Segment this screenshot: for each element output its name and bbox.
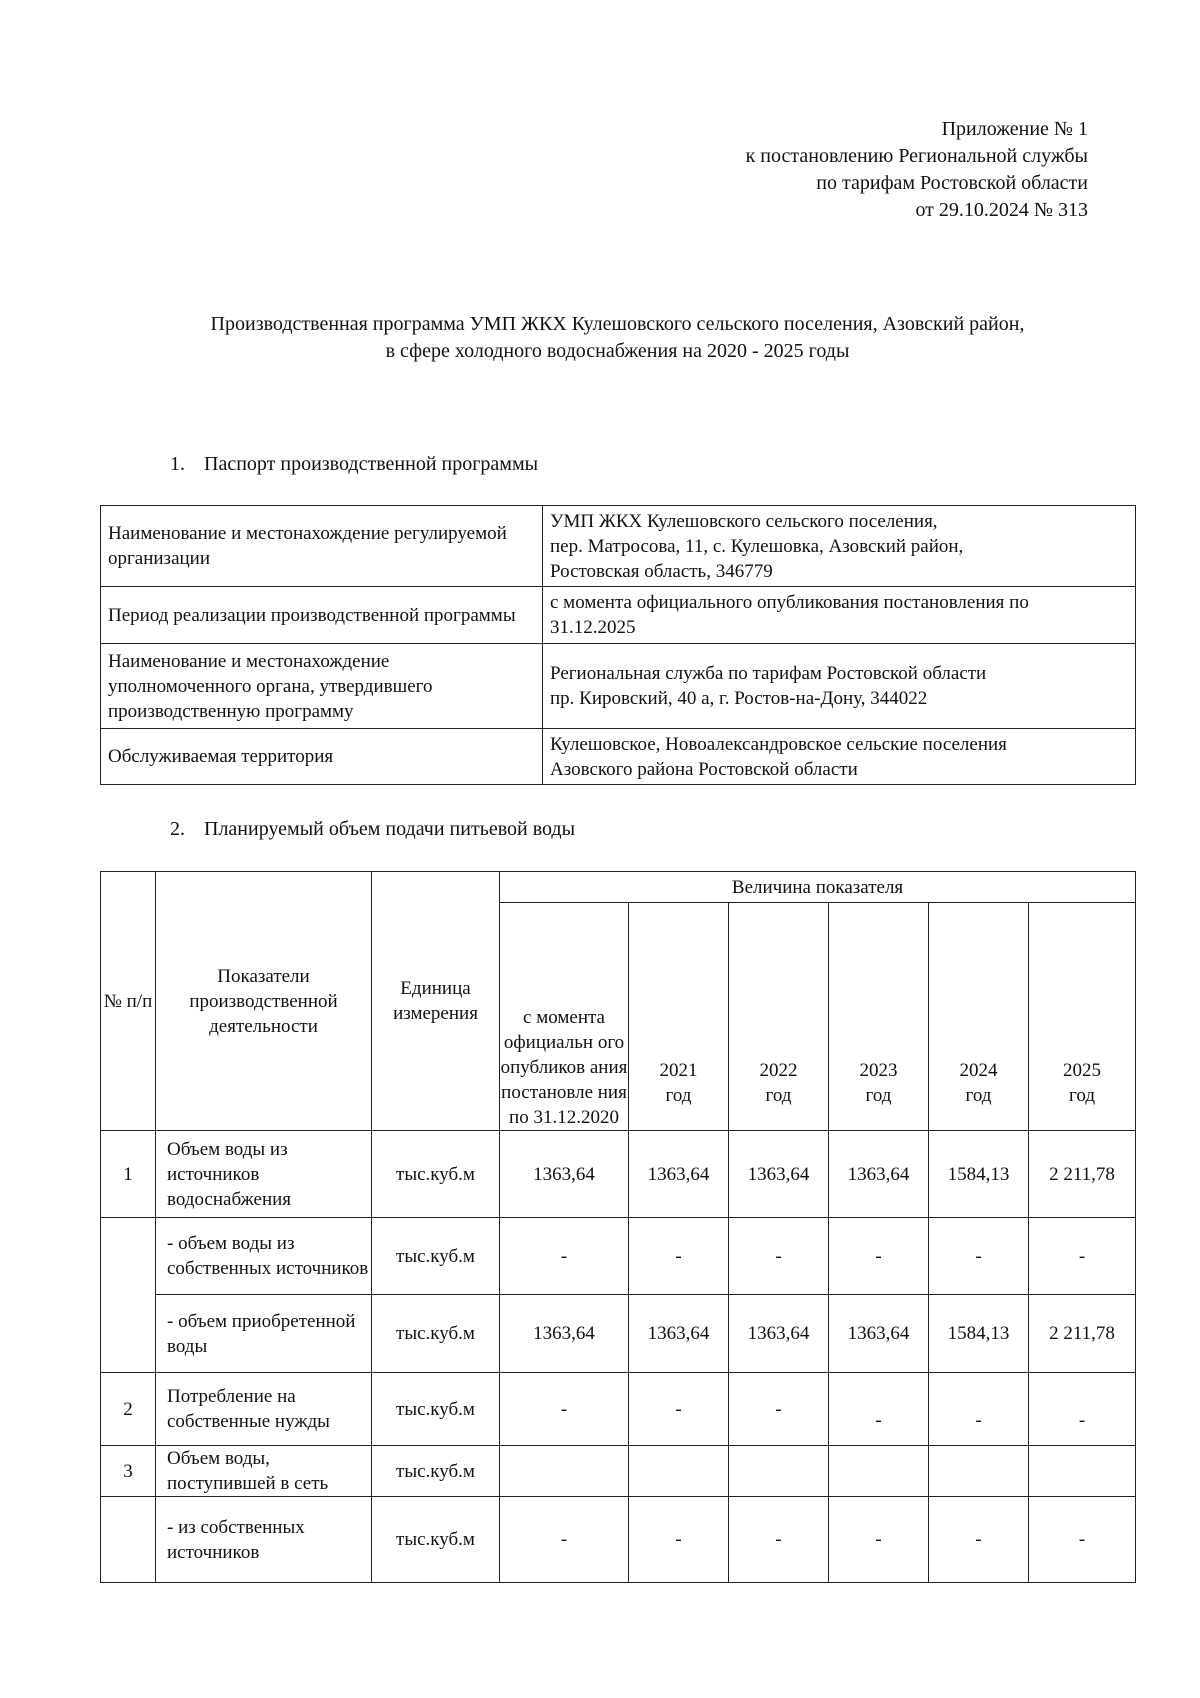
row-value bbox=[629, 1446, 729, 1497]
row-value: 1363,64 bbox=[729, 1131, 829, 1218]
row-indicator: - объем воды из собственных источников bbox=[156, 1218, 372, 1295]
passport-value bbox=[543, 587, 1136, 644]
row-value: 1363,64 bbox=[500, 1131, 629, 1218]
header-indicator: Показатели производственной деятельности bbox=[156, 872, 372, 1131]
row-value: - bbox=[729, 1373, 829, 1446]
passport-value bbox=[543, 506, 1136, 587]
row-unit: тыс.куб.м bbox=[372, 1131, 500, 1218]
row-value: - bbox=[729, 1497, 829, 1583]
row-unit: тыс.куб.м bbox=[372, 1373, 500, 1446]
document-title bbox=[100, 311, 1135, 365]
row-value: - bbox=[829, 1373, 929, 1446]
header-year bbox=[829, 903, 929, 1131]
row-value: 1584,13 bbox=[929, 1295, 1029, 1373]
header-year bbox=[1029, 903, 1136, 1131]
section-number: 1. bbox=[170, 453, 185, 475]
table-row bbox=[101, 729, 1136, 785]
row-value: - bbox=[929, 1373, 1029, 1446]
document-title-line2: в сфере холодного водоснабжения на 2020 - 2025 годы bbox=[385, 340, 850, 362]
row-indicator: Объем воды из источников водоснабжения bbox=[156, 1131, 372, 1218]
passport-value-line: Региональная служба по тарифам Ростовской области bbox=[550, 663, 987, 684]
row-value: 1363,64 bbox=[829, 1295, 929, 1373]
row-number bbox=[101, 1218, 156, 1373]
passport-value-line: 31.12.2025 bbox=[550, 617, 636, 638]
row-value: - bbox=[629, 1497, 729, 1583]
row-number: 3 bbox=[101, 1446, 156, 1497]
row-value: - bbox=[500, 1218, 629, 1295]
passport-param: Наименование и местонахождение уполномоченного органа, утвердившего производственную программу bbox=[101, 644, 543, 729]
passport-value-line: Азовского района Ростовской области bbox=[550, 758, 858, 780]
row-number bbox=[101, 1497, 156, 1583]
row-value: - bbox=[1029, 1497, 1136, 1583]
row-unit: тыс.куб.м bbox=[372, 1295, 500, 1373]
header-unit: Единица измерения bbox=[372, 872, 500, 1131]
row-value bbox=[1029, 1446, 1136, 1497]
appendix-date: от 29.10.2024 № 313 bbox=[915, 199, 1088, 221]
row-value: 1363,64 bbox=[629, 1295, 729, 1373]
passport-value-line: Ростовская область, 346779 bbox=[550, 560, 773, 582]
row-unit: тыс.куб.м bbox=[372, 1218, 500, 1295]
row-value: - bbox=[629, 1218, 729, 1295]
table-row bbox=[101, 1373, 1136, 1446]
table-header-row bbox=[101, 872, 1136, 903]
header-year bbox=[929, 903, 1029, 1131]
header-value-group: Величина показателя bbox=[500, 872, 1136, 903]
year-label: 2024 bbox=[959, 1060, 998, 1081]
appendix-resolution: к постановлению Региональной службы bbox=[745, 145, 1088, 167]
section-number: 2. bbox=[170, 818, 185, 840]
row-value: - bbox=[929, 1497, 1029, 1583]
header-number: № п/п bbox=[101, 872, 156, 1131]
table-row bbox=[101, 1497, 1136, 1583]
year-label: 2023 bbox=[859, 1060, 898, 1081]
row-value: 1363,64 bbox=[729, 1295, 829, 1373]
year-suffix: год bbox=[765, 1085, 792, 1106]
section-volume-heading bbox=[170, 816, 575, 843]
passport-value-line: с момента официального опубликования постановления по bbox=[550, 592, 1029, 613]
row-value: - bbox=[729, 1218, 829, 1295]
row-value: - bbox=[500, 1373, 629, 1446]
table-row bbox=[101, 1131, 1136, 1218]
passport-value bbox=[543, 644, 1136, 729]
row-value: 1363,64 bbox=[500, 1295, 629, 1373]
row-indicator: - объем приобретенной воды bbox=[156, 1295, 372, 1373]
row-value: - bbox=[829, 1497, 929, 1583]
row-number: 1 bbox=[101, 1131, 156, 1218]
row-value: - bbox=[929, 1218, 1029, 1295]
year-label: 2021 bbox=[659, 1060, 698, 1081]
table-row bbox=[101, 1295, 1136, 1373]
table-row bbox=[101, 506, 1136, 587]
row-value: 2 211,78 bbox=[1029, 1295, 1136, 1373]
passport-param: Наименование и местонахождение регулируемой организации bbox=[101, 506, 543, 587]
passport-param: Обслуживаемая территория bbox=[101, 729, 543, 785]
appendix-authority: по тарифам Ростовской области bbox=[816, 172, 1088, 194]
year-label: 2022 bbox=[759, 1060, 798, 1081]
volume-table bbox=[100, 871, 1136, 1583]
passport-value-line: пр. Кировский, 40 а, г. Ростов-на-Дону, 344022 bbox=[550, 688, 928, 709]
row-value: - bbox=[1029, 1218, 1136, 1295]
table-row bbox=[101, 587, 1136, 644]
row-value: - bbox=[629, 1373, 729, 1446]
passport-value-line: УМП ЖКХ Кулешовского сельского поселения, bbox=[550, 510, 938, 532]
year-label: 2025 bbox=[1063, 1060, 1102, 1081]
passport-value bbox=[543, 729, 1136, 785]
row-unit: тыс.куб.м bbox=[372, 1497, 500, 1583]
row-value bbox=[929, 1446, 1029, 1497]
row-unit: тыс.куб.м bbox=[372, 1446, 500, 1497]
row-indicator: Потребление на собственные нужды bbox=[156, 1373, 372, 1446]
row-indicator: Объем воды, поступившей в сеть bbox=[156, 1446, 372, 1497]
row-value bbox=[829, 1446, 929, 1497]
table-row bbox=[101, 1218, 1136, 1295]
section-title: Паспорт производственной программы bbox=[204, 453, 539, 475]
row-value: 2 211,78 bbox=[1029, 1131, 1136, 1218]
year-suffix: год bbox=[665, 1085, 692, 1106]
document-title-line1: Производственная программа УМП ЖКХ Кулешовского сельского поселения, Азовский район, bbox=[210, 313, 1025, 335]
appendix-number: Приложение № 1 bbox=[941, 118, 1088, 140]
row-value: 1584,13 bbox=[929, 1131, 1029, 1218]
row-value bbox=[729, 1446, 829, 1497]
passport-table bbox=[100, 505, 1136, 785]
year-suffix: год bbox=[965, 1085, 992, 1106]
table-row bbox=[101, 644, 1136, 729]
header-year bbox=[629, 903, 729, 1131]
year-suffix: год bbox=[865, 1085, 892, 1106]
passport-value-line: пер. Матросова, 11, с. Кулешовка, Азовский район, bbox=[550, 535, 964, 557]
row-value: - bbox=[500, 1497, 629, 1583]
table-row bbox=[101, 1446, 1136, 1497]
row-value: 1363,64 bbox=[629, 1131, 729, 1218]
appendix-header bbox=[746, 116, 1088, 224]
passport-value-line: Кулешовское, Новоалександровское сельские поселения bbox=[550, 733, 1007, 755]
row-value: - bbox=[829, 1218, 929, 1295]
row-number: 2 bbox=[101, 1373, 156, 1446]
year-suffix: год bbox=[1069, 1085, 1095, 1106]
section-passport-heading bbox=[170, 451, 538, 478]
header-period-first: с момента официальн ого опубликов ания постановле ния по 31.12.2020 bbox=[500, 903, 629, 1131]
row-indicator: - из собственных источников bbox=[156, 1497, 372, 1583]
row-value: - bbox=[1029, 1373, 1136, 1446]
section-title: Планируемый объем подачи питьевой воды bbox=[204, 818, 576, 840]
row-value: 1363,64 bbox=[829, 1131, 929, 1218]
row-value bbox=[500, 1446, 629, 1497]
header-year bbox=[729, 903, 829, 1131]
passport-param: Период реализации производственной программы bbox=[101, 587, 543, 644]
